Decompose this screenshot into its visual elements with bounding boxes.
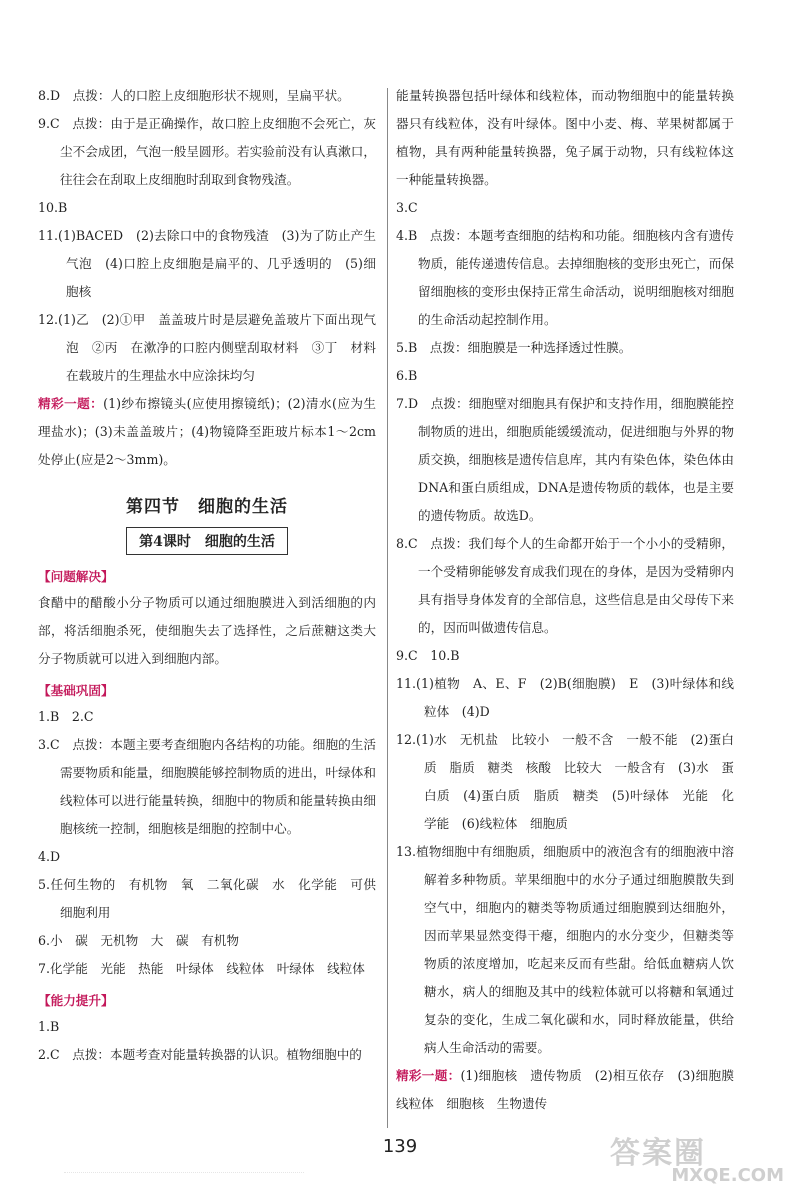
answer-10: 10.B	[38, 200, 68, 215]
heading-nengli: 【能力提升】	[38, 993, 114, 1008]
heading-jichu: 【基础巩固】	[38, 683, 114, 698]
jingcai-label-right: 精彩一题：	[396, 1068, 461, 1083]
answer-11: 11.(1)BACED (2)去除口中的食物残渣 (3)为了防止产生气泡 (4)口腔上皮细胞是扁平的、几乎透明的 (5)细胞核	[38, 228, 376, 299]
heading-wenti: 【问题解决】	[38, 569, 114, 584]
watermark-logo	[610, 1128, 790, 1188]
nengli-4: 4.B 点拨：本题考查细胞的结构和功能。细胞核内含有遗传物质，能传递遗传信息。去掉细胞核的变形虫死亡，而保留细胞核的变形虫保持正常生命活动，说明细胞核对细胞的生命活动起控制作用。	[396, 228, 734, 327]
right-column	[396, 82, 747, 1118]
nengli-5: 5.B 点拨：细胞膜是一种选择透过性膜。	[396, 340, 632, 355]
jingcai-block	[38, 390, 376, 474]
answer-9: 9.C 点拨：由于是正确操作，故口腔上皮细胞不会死亡，灰尘不会成团，气泡一般呈圆形。若实验前没有认真漱口，往往会在刮取上皮细胞时刮取到食物残渣。	[38, 116, 376, 187]
jichu-6: 6.小 碳 无机物 大 碳 有机物	[38, 933, 239, 948]
wenti-text: 食醋中的醋酸小分子物质可以通过细胞膜进入到活细胞的内部，将活细胞杀死，使细胞失去了选择性，之后蔗糖这类大分子物质就可以进入到细胞内部。	[38, 595, 376, 666]
left-column	[38, 82, 376, 1069]
page-number: 139	[382, 1136, 418, 1157]
nengli-13: 13.植物细胞中有细胞质，细胞质中的液泡含有的细胞液中溶解着多种物质。苹果细胞中的水分子通过细胞膜散失到空气中，细胞内的糖类等物质通过细胞膜到达细胞外，因而苹果显然变得干瘪，细胞内的水分变少，但糖类等物质的浓度增加，吃起来反而有些甜。给低血糖病人饮糖水，病人的细胞及其中的线粒体就可以将糖和氧通过复杂的变化，生成二氧化碳和水，同时释放能量，供给病人生命活动的需要。	[396, 844, 734, 1055]
bottom-faint-rule	[64, 1172, 304, 1187]
jingcai-label: 精彩一题：	[38, 396, 104, 411]
watermark-small: MXQE.COM	[671, 1165, 784, 1186]
jingcai-text: (1)纱布擦镜头(应使用擦镜纸)；(2)清水(应为生理盐水)；(3)未盖盖玻片；(4)物镜降至距玻片标本1～2cm处停止(应是2～3mm)。	[38, 396, 377, 467]
lesson-title: 第4课时 细胞的生活	[126, 527, 288, 555]
nengli-8: 8.C 点拨：我们每个人的生命都开始于一个小小的受精卵，一个受精卵能够发育成我们现在的身体，是因为受精卵内具有指导身体发育的全部信息，这些信息是由父母传下来的，因而叫做遗传信息。	[396, 536, 734, 635]
answer-8: 8.D 点拨：人的口腔上皮细胞形状不规则，呈扁平状。	[38, 88, 350, 103]
nengli-1: 1.B	[38, 1019, 60, 1034]
answer-12: 12.(1)乙 (2)①甲 盖盖玻片时是层避免盖玻片下面出现气泡 ②丙 在漱净的口腔内侧壁刮取材料 ③丁 材料在载玻片的生理盐水中应涂抹均匀	[38, 312, 376, 383]
jichu-7: 7.化学能 光能 热能 叶绿体 线粒体 叶绿体 线粒体	[38, 961, 365, 976]
jichu-3: 3.C 点拨：本题主要考查细胞内各结构的功能。细胞的生活需要物质和能量，细胞膜能够控制物质的进出，叶绿体和线粒体可以进行能量转换，细胞中的物质和能量转换由细胞核统一控制，细胞核是细胞的控制中心。	[38, 737, 376, 836]
nengli-6: 6.B	[396, 368, 418, 383]
section-title: 第四节 细胞的生活	[126, 497, 288, 517]
jichu-4: 4.D	[38, 849, 61, 864]
column-divider	[387, 88, 388, 1128]
nengli-7: 7.D 点拨：细胞壁对细胞具有保护和支持作用，细胞膜能控制物质的进出，细胞质能缓缓流动，促进细胞与外界的物质交换，细胞核是遗传信息库，其内有染色体，染色体由DNA和蛋白质组成，DNA是遗传物质的载体，也是主要的遗传物质。故选D。	[396, 396, 734, 523]
jichu-5: 5.任何生物的 有机物 氧 二氧化碳 水 化学能 可供细胞利用	[38, 877, 376, 920]
nengli-12: 12.(1)水 无机盐 比较小 一般不含 一般不能 (2)蛋白质 脂质 糖类 核酸 比较大 一般含有 (3)水 蛋白质 (4)蛋白质 脂质 糖类 (5)叶绿体 光能 化学能 (6)线粒体 细胞质	[396, 732, 734, 831]
nengli-2-cont: 能量转换器包括叶绿体和线粒体，而动物细胞中的能量转换器只有线粒体，没有叶绿体。图中小麦、梅、苹果树都属于植物，具有两种能量转换器，兔子属于动物，只有线粒体这一种能量转换器。	[396, 88, 734, 187]
nengli-3: 3.C	[396, 200, 418, 215]
jingcai-block-right	[396, 1062, 747, 1118]
nengli-2: 2.C 点拨：本题考查对能量转换器的认识。植物细胞中的	[38, 1047, 362, 1062]
watermark-big: 答案圈	[610, 1136, 706, 1171]
nengli-11: 11.(1)植物 A、E、F (2)B(细胞膜) E (3)叶绿体和线粒体 (4)D	[396, 676, 734, 719]
nengli-9-10: 9.C 10.B	[396, 648, 460, 663]
jingcai-text-right: (1)细胞核 遗传物质 (2)相互依存 (3)细胞膜 线粒体 细胞核 生物遗传	[396, 1068, 747, 1111]
lesson-title-box	[38, 527, 376, 555]
jichu-1: 1.B 2.C	[38, 709, 94, 724]
